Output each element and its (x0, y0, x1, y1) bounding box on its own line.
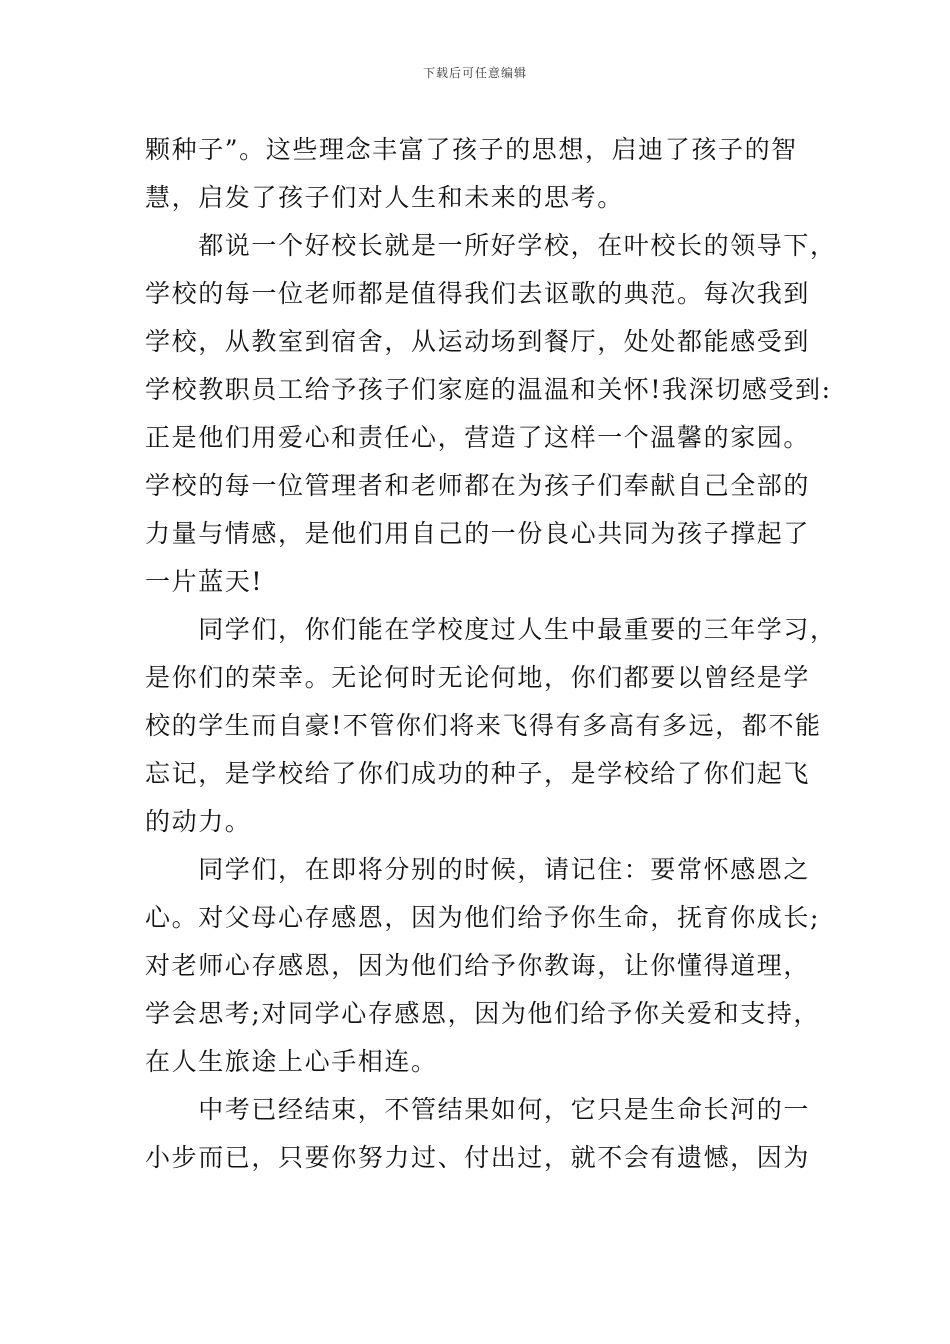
text-line: 都说一个好校长就是一所好学校，在叶校长的领导下， (145, 231, 837, 260)
text-line: 心。对父母心存感恩，因为他们给予你生命，抚育你成长; (145, 903, 821, 932)
text-line: 学校教职员工给予孩子们家庭的温温和关怀!我深切感受到: (145, 375, 832, 404)
text-line: 学会思考;对同学心存感恩，因为他们给予你关爱和支持， (145, 999, 821, 1028)
text-line: 对老师心存感恩，因为他们给予你教诲，让你懂得道理， (145, 951, 811, 980)
text-line: 校的学生而自豪!不管你们将来飞得有多高有多远，都不能 (145, 711, 822, 740)
page-header: 下载后可任意编辑 (422, 66, 527, 80)
text-line: 的动力。 (145, 807, 252, 836)
text-line: 力量与情感，是他们用自己的一份良心共同为孩子撑起了 (145, 519, 811, 548)
text-line: 同学们，你们能在学校度过人生中最重要的三年学习， (145, 615, 837, 644)
text-line: 忘记，是学校给了你们成功的种子，是学校给了你们起飞 (145, 759, 811, 788)
text-line: 在人生旅途上心手相连。 (145, 1047, 438, 1076)
text-line: 正是他们用爱心和责任心，营造了这样一个温馨的家园。 (145, 423, 811, 452)
text-line: 慧，启发了孩子们对人生和未来的思考。 (145, 183, 624, 212)
text-line: 学校的每一位管理者和老师都在为孩子们奉献自己全部的 (145, 471, 811, 500)
text-line: 小步而已，只要你努力过、付出过，就不会有遗憾，因为 (145, 1143, 811, 1172)
document-body (145, 126, 837, 1182)
text-line: 中考已经结束，不管结果如何，它只是生命长河的一 (145, 1095, 811, 1124)
text-line: 学校，从教室到宿舍，从运动场到餐厅，处处都能感受到 (145, 327, 811, 356)
text-line: 学校的每一位老师都是值得我们去讴歌的典范。每次我到 (145, 279, 811, 308)
text-line: 颗种子”。这些理念丰富了孩子的思想，启迪了孩子的智 (145, 135, 798, 164)
text-line: 是你们的荣幸。无论何时无论何地，你们都要以曾经是学 (145, 663, 811, 692)
text-line: 一片蓝天! (145, 567, 264, 596)
text-line: 同学们，在即将分别的时候，请记住：要常怀感恩之 (145, 855, 811, 884)
